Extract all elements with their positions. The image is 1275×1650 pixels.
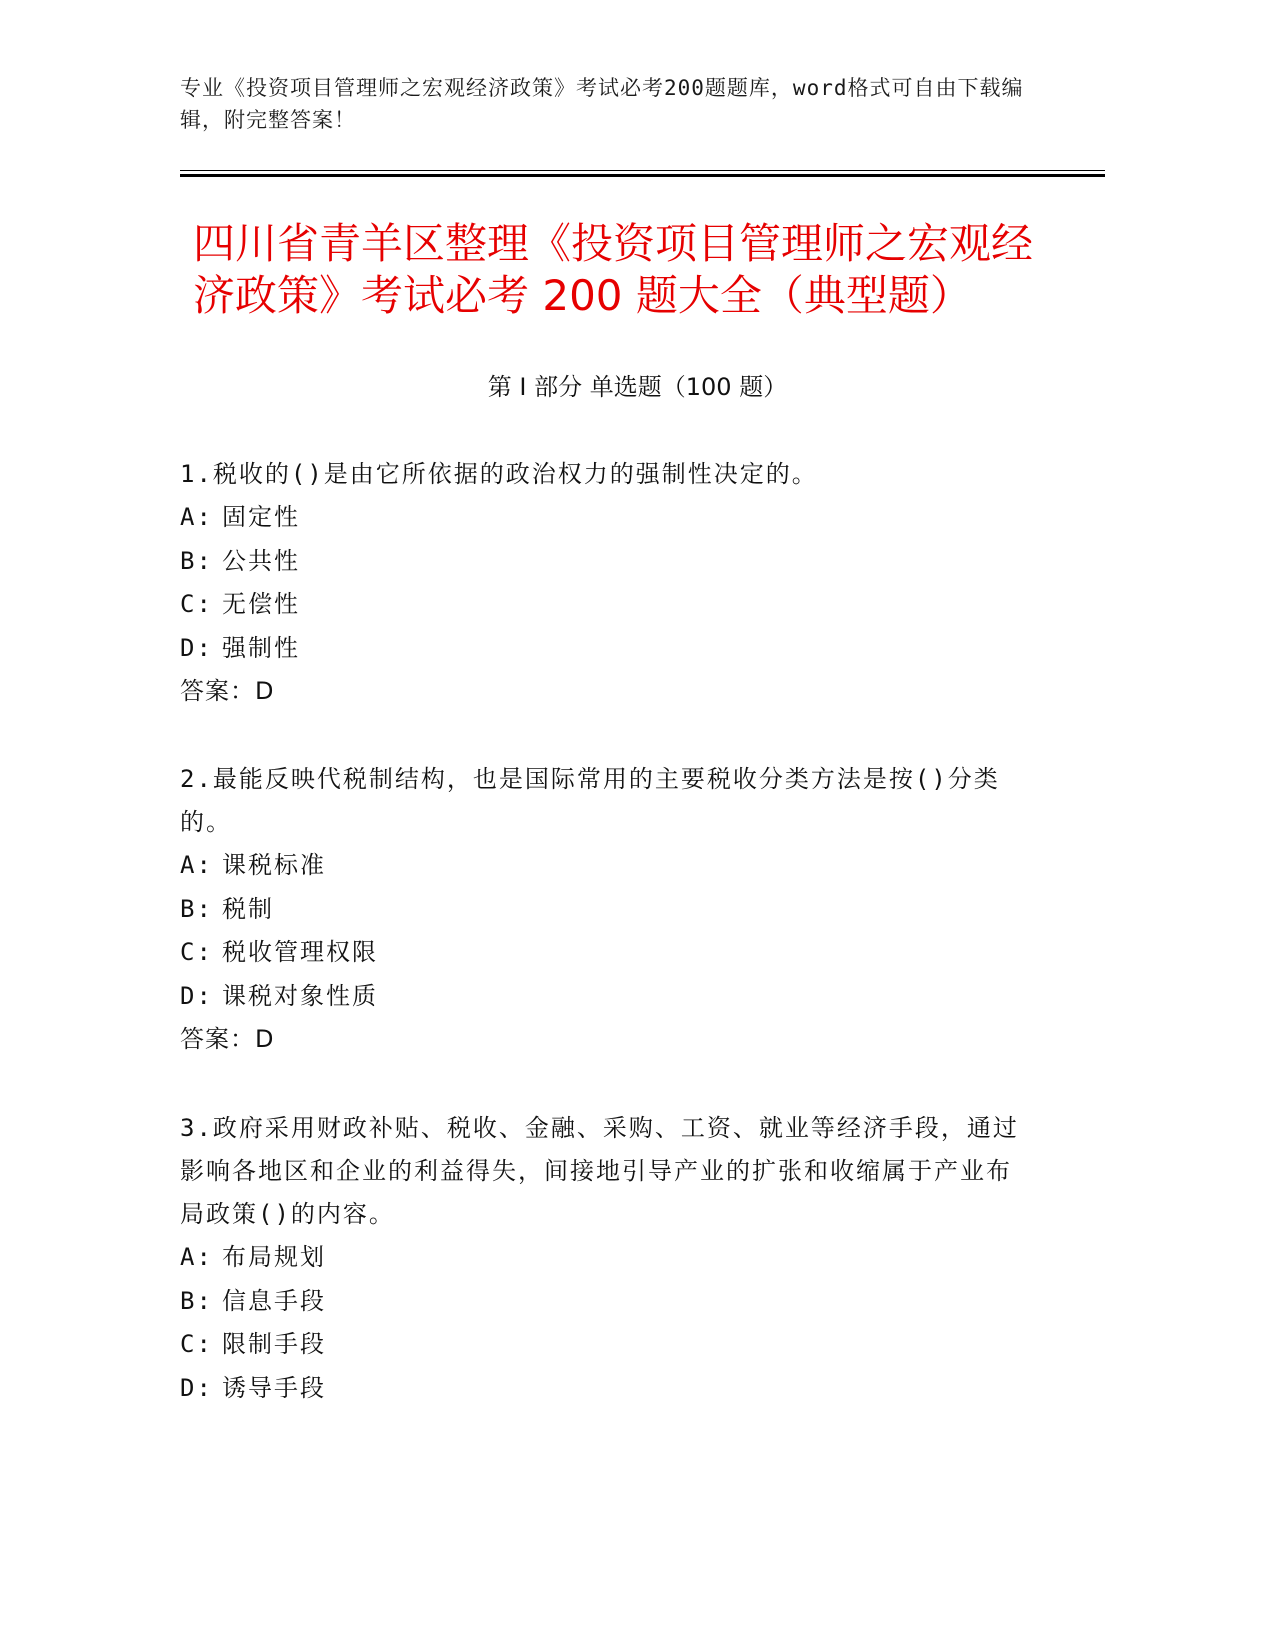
option-d	[180, 1367, 1030, 1411]
question-text: 1.税收的()是由它所依据的政治权力的强制性决定的。	[180, 460, 818, 488]
option-text: 强制性	[222, 633, 300, 662]
option-letter: A:	[180, 503, 213, 531]
header-rule-bottom	[180, 174, 1105, 177]
option-letter: D:	[180, 981, 213, 1010]
answer: 答案：D	[180, 677, 275, 705]
option-letter: D:	[180, 1373, 213, 1402]
option-d	[180, 627, 1030, 671]
option-d	[180, 975, 1030, 1019]
question-3	[180, 1107, 1030, 1410]
option-letter: B:	[180, 894, 213, 923]
option-text: 布局规划	[222, 1243, 326, 1271]
option-text: 税收管理权限	[222, 938, 378, 966]
option-text: 课税标准	[222, 851, 326, 879]
option-text: 公共性	[222, 546, 300, 575]
question-1	[180, 453, 1030, 713]
option-letter: D:	[180, 633, 213, 662]
option-letter: C:	[180, 590, 213, 618]
question-2	[180, 758, 1030, 1061]
answer: 答案：D	[180, 1025, 275, 1053]
question-text: 3.政府采用财政补贴、税收、金融、采购、工资、就业等经济手段，通过影响各地区和企业的利益得失，间接地引导产业的扩张和收缩属于产业布局政策()的内容。	[180, 1114, 1019, 1228]
option-text: 无偿性	[222, 590, 300, 618]
section-title: 第 I 部分 单选题（100 题）	[487, 373, 788, 401]
option-letter: A:	[180, 1243, 213, 1271]
question-text: 2.最能反映代税制结构，也是国际常用的主要税收分类方法是按()分类的。	[180, 765, 1000, 836]
option-text: 税制	[222, 894, 274, 923]
option-b	[180, 1280, 1030, 1324]
option-a	[180, 496, 1030, 540]
option-text: 信息手段	[222, 1286, 326, 1315]
option-text: 课税对象性质	[222, 981, 378, 1010]
option-a	[180, 844, 1030, 888]
option-b	[180, 888, 1030, 932]
header-note: 专业《投资项目管理师之宏观经济政策》考试必考200题题库，word格式可自由下载编辑，附完整答案！	[180, 76, 1024, 132]
option-letter: B:	[180, 1286, 213, 1315]
option-letter: C:	[180, 938, 213, 966]
option-text: 限制手段	[222, 1330, 326, 1358]
option-text: 诱导手段	[222, 1373, 326, 1402]
option-letter: A:	[180, 851, 213, 879]
option-c	[180, 583, 1030, 627]
option-a	[180, 1236, 1030, 1280]
option-c	[180, 1323, 1030, 1367]
option-letter: C:	[180, 1330, 213, 1358]
option-c	[180, 931, 1030, 975]
option-letter: B:	[180, 546, 213, 575]
option-b	[180, 540, 1030, 584]
option-text: 固定性	[222, 503, 300, 531]
document-title: 四川省青羊区整理《投资项目管理师之宏观经济政策》考试必考 200 题大全（典型题）	[193, 219, 1034, 320]
header-rule-top	[180, 170, 1105, 171]
